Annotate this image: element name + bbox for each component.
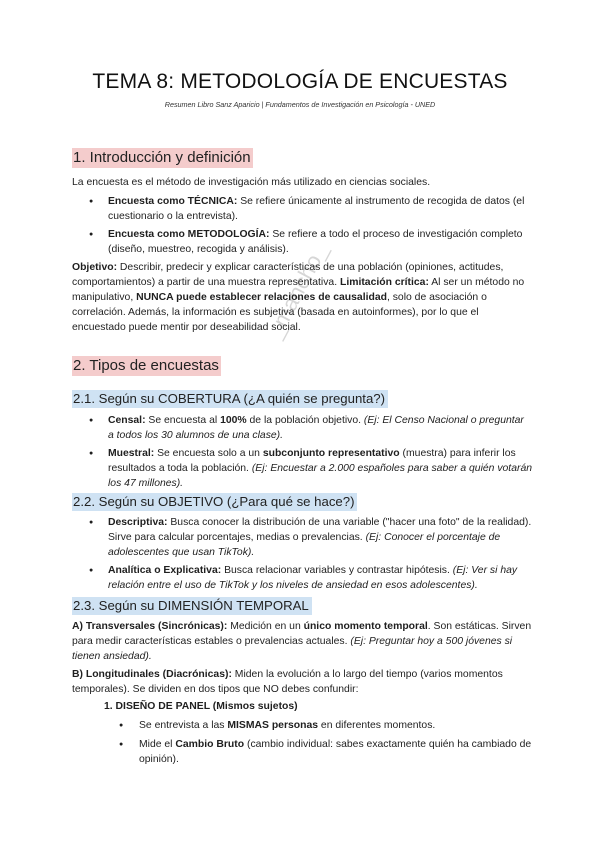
panel-mismas-text-1: Se entrevista a las (139, 720, 228, 731)
objective-text: Describir, predecir y explicar características de una población (opiniones, actitudes, comportamientos) a partir de una muestra representativa. (72, 262, 504, 288)
list-item-metodologia (108, 227, 532, 257)
section-heading-intro: 1. Introducción y definición (73, 149, 251, 166)
list-item-panel-mismas (139, 718, 532, 733)
panel-design-label: 1. DISEÑO DE PANEL (Mismos sujetos) (104, 701, 298, 712)
limitation-bold: NUNCA puede establecer relaciones de causalidad (136, 292, 387, 303)
limitation-text-2: , solo de asociación o correlación. Además, la información es subjetiva (basada en autoinformes), por lo que el encuestado puede mentir por deseabilidad social. (72, 292, 487, 333)
censal-bold: 100% (220, 415, 247, 426)
muestral-example: (Ej: Encuestar a 2.000 españoles para saber a quién votarán los 47 millones). (108, 463, 532, 489)
watermark: _mancho_ (262, 239, 333, 342)
muestral-label: Muestral: (108, 448, 155, 459)
transversales-example: (Ej: Preguntar hoy a 500 jóvenes si tienen ansiedad). (72, 636, 513, 662)
censal-text-2: de la población objetivo. (246, 415, 364, 426)
panel-mismas-text-2: en diferentes momentos. (318, 720, 436, 731)
longitudinales-text: Miden la evolución a lo largo del tiempo (varios momentos temporales). Se dividen en dos tipos que NO debes confundir: (72, 669, 503, 695)
analitica-label: Analítica o Explicativa: (108, 565, 222, 576)
list-item-descriptiva (108, 515, 532, 560)
censal-text-1: Se encuesta al (145, 415, 221, 426)
panel-mismas-bold: MISMAS personas (227, 720, 319, 731)
muestral-text-1: Se encuesta solo a un (154, 448, 263, 459)
list-item-muestral (108, 446, 532, 491)
subsection-heading-temporal: 2.3. Según su DIMENSIÓN TEMPORAL (72, 597, 312, 615)
subsection-heading-cobertura: 2.1. Según su COBERTURA (¿A quién se pregunta?) (72, 390, 388, 408)
transversales-bold: único momento temporal (303, 621, 428, 632)
objective-paragraph (72, 260, 532, 335)
panel-design-heading (104, 699, 298, 714)
panel-cambio-text-1: Mide el (139, 739, 176, 750)
transversales-text-1: Medición en un (227, 621, 304, 632)
document-title: TEMA 8: METODOLOGÍA DE ENCUESTAS (92, 70, 508, 93)
muestral-bold: subconjunto representativo (262, 448, 400, 459)
section-heading-tipos: 2. Tipos de encuestas (73, 357, 219, 374)
metodologia-text: Se refiere a todo el proceso de investigación completo (diseño, muestreo, recogida y análisis). (108, 229, 523, 255)
subsection-heading-objetivo: 2.2. Según su OBJETIVO (¿Para qué se hace?) (72, 493, 357, 511)
document-subtitle: Resumen Libro Sanz Aparicio | Fundamentos de Investigación en Psicología - UNED (164, 100, 436, 109)
censal-label: Censal: (108, 415, 146, 426)
list-item-analitica (108, 563, 532, 593)
longitudinales-paragraph (72, 667, 532, 697)
transversales-label: A) Transversales (Sincrónicas): (72, 621, 228, 632)
transversales-text-2: . Son estáticas. Sirven para medir características estables o prevalencias actuales. (72, 621, 532, 647)
longitudinales-label: B) Longitudinales (Diacrónicas): (72, 669, 232, 680)
list-item-tecnica (108, 194, 532, 224)
panel-cambio-text-2: (cambio individual: sabes exactamente quién ha cambiado de opinión). (139, 739, 532, 765)
limitation-label: Limitación crítica: (339, 277, 429, 288)
objective-label: Objetivo: (72, 262, 118, 273)
limitation-text-1: Al ser un método no manipulativo, (72, 277, 525, 303)
descriptiva-text: Busca conocer la distribución de una variable ("hacer una foto" de la realidad). Sirve para calcular porcentajes, medias o prevalencias. (108, 517, 532, 543)
censal-example: (Ej: El Censo Nacional o preguntar a todos los 30 alumnos de una clase). (108, 415, 524, 441)
descriptiva-example: (Ej: Conocer el porcentaje de adolescentes que usan TikTok). (108, 532, 501, 558)
transversales-paragraph (72, 619, 532, 664)
intro-paragraph: La encuesta es el método de investigación más utilizado en ciencias sociales. (72, 177, 431, 188)
tecnica-text: Se refiere únicamente al instrumento de recogida de datos (el cuestionario o la entrevista). (108, 196, 525, 222)
descriptiva-label: Descriptiva: (108, 517, 168, 528)
list-item-panel-cambio (139, 737, 532, 767)
metodologia-label: Encuesta como METODOLOGÍA: (108, 229, 270, 240)
analitica-example: (Ej: Ver si hay relación entre el uso de TikTok y los niveles de ansiedad en esos adolescentes). (108, 565, 518, 591)
list-item-censal (108, 413, 532, 443)
panel-cambio-bold: Cambio Bruto (175, 739, 245, 750)
muestral-text-2: (muestra) para inferir los resultados a toda la población. (108, 448, 516, 474)
analitica-text: Busca relacionar variables y contrastar hipótesis. (221, 565, 453, 576)
tecnica-label: Encuesta como TÉCNICA: (108, 196, 238, 207)
